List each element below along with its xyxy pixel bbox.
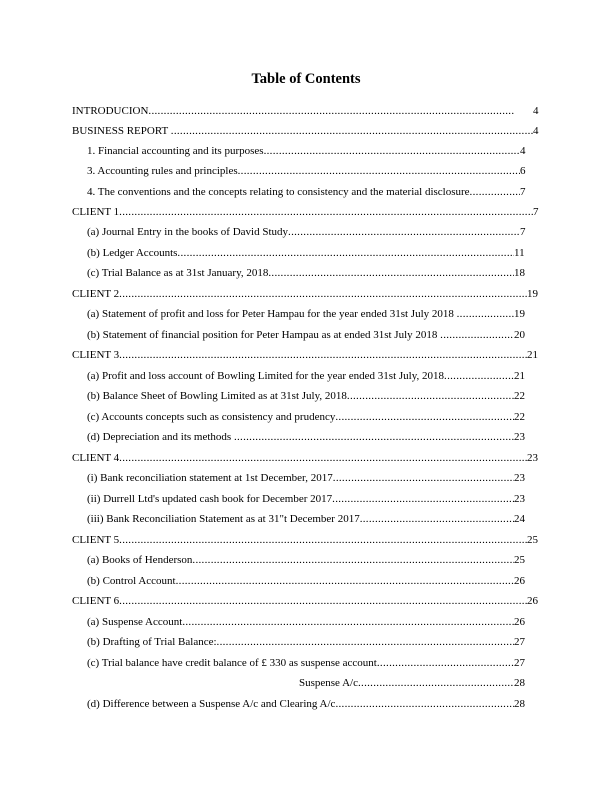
toc-entry-page: 22 [514, 390, 525, 402]
toc-entry-text: CLIENT 5 ..... [72, 532, 527, 548]
toc-entry[interactable] [87, 573, 528, 589]
toc-entry-text: (b) Drafting of Trial Balance: ..... [87, 634, 514, 650]
toc-entry-text: 3. Accounting rules and principles ..... [87, 163, 520, 179]
toc-entry[interactable] [72, 286, 541, 302]
toc-entry-page: 24 [514, 513, 525, 525]
toc-entry[interactable] [87, 696, 528, 712]
toc-entry[interactable] [87, 552, 528, 568]
toc-entry-page: 4 [533, 105, 539, 117]
toc-entry-page: 21 [514, 370, 525, 382]
toc-entry-page: 4 [533, 125, 539, 137]
toc-entry-page: 20 [514, 329, 525, 341]
toc-entry-text: (a) Books of Henderson ..... [87, 552, 514, 568]
toc-entry-text: (a) Profit and loss account of Bowling Limited for the year ended 31st July, 2018 ..... [87, 368, 514, 384]
toc-entry-text: 4. The conventions and the concepts relating to consistency and the material disclosure ..... [87, 184, 520, 200]
toc-entry[interactable] [87, 306, 528, 322]
toc-entry-page: 4 [520, 145, 526, 157]
toc-entry-text: CLIENT 1 ..... [72, 204, 533, 220]
toc-entry-text: (b) Ledger Accounts ..... [87, 245, 514, 261]
toc-entry-page: 27 [514, 636, 525, 648]
toc-entry-text: 1. Financial accounting and its purposes ..... [87, 143, 520, 159]
toc-entry[interactable] [87, 409, 528, 425]
toc-entry[interactable] [87, 245, 528, 261]
toc-entry[interactable] [72, 532, 541, 548]
toc-entry[interactable] [87, 614, 528, 630]
toc-entry[interactable] [72, 593, 541, 609]
toc-entry-text: (iii) Bank Reconciliation Statement as at 31"t December 2017 ..... [87, 511, 514, 527]
toc-entry-page: 7 [520, 226, 526, 238]
toc-entry-page: 11 [514, 247, 525, 259]
toc-entry[interactable] [87, 511, 528, 527]
toc-entry-page: 25 [514, 554, 525, 566]
toc-entry[interactable] [87, 224, 528, 240]
toc-entry-text: CLIENT 2 ..... [72, 286, 527, 302]
toc-entry-page: 28 [514, 677, 525, 689]
toc-entry[interactable] [87, 163, 528, 179]
toc-entry-text: CLIENT 3 ..... [72, 347, 527, 363]
toc-entry-page: 28 [514, 698, 525, 710]
toc-entry-page: 23 [527, 452, 538, 464]
toc-entry[interactable] [299, 675, 528, 691]
toc-entry-text: (ii) Durrell Ltd's updated cash book for December 2017 ..... [87, 491, 514, 507]
toc-entry[interactable] [87, 388, 528, 404]
toc-entry[interactable] [87, 327, 528, 343]
toc-entry-page: 22 [514, 411, 525, 423]
toc-entry[interactable] [87, 634, 528, 650]
toc-entry[interactable] [87, 368, 528, 384]
toc-entry[interactable] [87, 470, 528, 486]
toc-entry-page: 25 [527, 534, 538, 546]
toc-entry[interactable] [72, 204, 541, 220]
toc-entry[interactable] [72, 123, 541, 139]
toc-entry[interactable] [87, 429, 528, 445]
toc-entry-text: (a) Suspense Account ..... [87, 614, 514, 630]
toc-entry-text: (b) Statement of financial position for Peter Hampau as at ended 31st July 2018 ..... [87, 327, 514, 343]
toc-entry-text: Suspense A/c ..... [299, 675, 514, 691]
toc-entry-page: 23 [514, 472, 525, 484]
toc-entry-page: 26 [527, 595, 538, 607]
toc-entry-text: INTRODUCION ..... [72, 103, 515, 119]
toc-entry-page: 7 [533, 206, 539, 218]
toc-entry-text: (b) Control Account ..... [87, 573, 514, 589]
toc-entry-text: CLIENT 4 ..... [72, 450, 527, 466]
toc-entry[interactable] [87, 491, 528, 507]
toc-entry[interactable] [72, 103, 541, 119]
toc-entry-text: (d) Difference between a Suspense A/c and Clearing A/c ..... [87, 696, 514, 712]
toc-entry[interactable] [87, 655, 528, 671]
toc-entry-page: 19 [527, 288, 538, 300]
toc-entry[interactable] [87, 265, 528, 281]
toc-entry-text: (c) Accounts concepts such as consistency and prudency ..... [87, 409, 514, 425]
toc-entry-text: (a) Statement of profit and loss for Peter Hampau for the year ended 31st July 2018 ..... [87, 306, 514, 322]
toc-entry-page: 18 [514, 267, 525, 279]
toc-entry-text: (i) Bank reconciliation statement at 1st December, 2017 ..... [87, 470, 514, 486]
toc-entry[interactable] [72, 347, 541, 363]
toc-entry-text: (c) Trial Balance as at 31st January, 2018 ..... [87, 265, 514, 281]
toc-entry[interactable] [72, 450, 541, 466]
toc-entry-page: 27 [514, 657, 525, 669]
toc-entry[interactable] [87, 184, 528, 200]
toc-entry-text: (d) Depreciation and its methods ..... [87, 429, 514, 445]
toc-entry-text: CLIENT 6 ..... [72, 593, 527, 609]
toc-entry-page: 6 [520, 165, 526, 177]
toc-entry-text: BUSINESS REPORT ..... [72, 123, 533, 139]
toc-entry-page: 26 [514, 616, 525, 628]
toc-entry[interactable] [87, 143, 528, 159]
toc-entry-page: 21 [527, 349, 538, 361]
toc-entry-text: (b) Balance Sheet of Bowling Limited as at 31st July, 2018 ..... [87, 388, 514, 404]
toc-entry-text: (a) Journal Entry in the books of David Study ..... [87, 224, 520, 240]
toc-entry-page: 7 [520, 186, 526, 198]
toc-entry-page: 26 [514, 575, 525, 587]
toc-entry-text: (c) Trial balance have credit balance of £ 330 as suspense account ..... [87, 655, 514, 671]
toc-entry-page: 23 [514, 493, 525, 505]
toc-entry-page: 23 [514, 431, 525, 443]
toc-entry-page: 19 [514, 308, 525, 320]
toc-title: Table of Contents [251, 71, 361, 87]
